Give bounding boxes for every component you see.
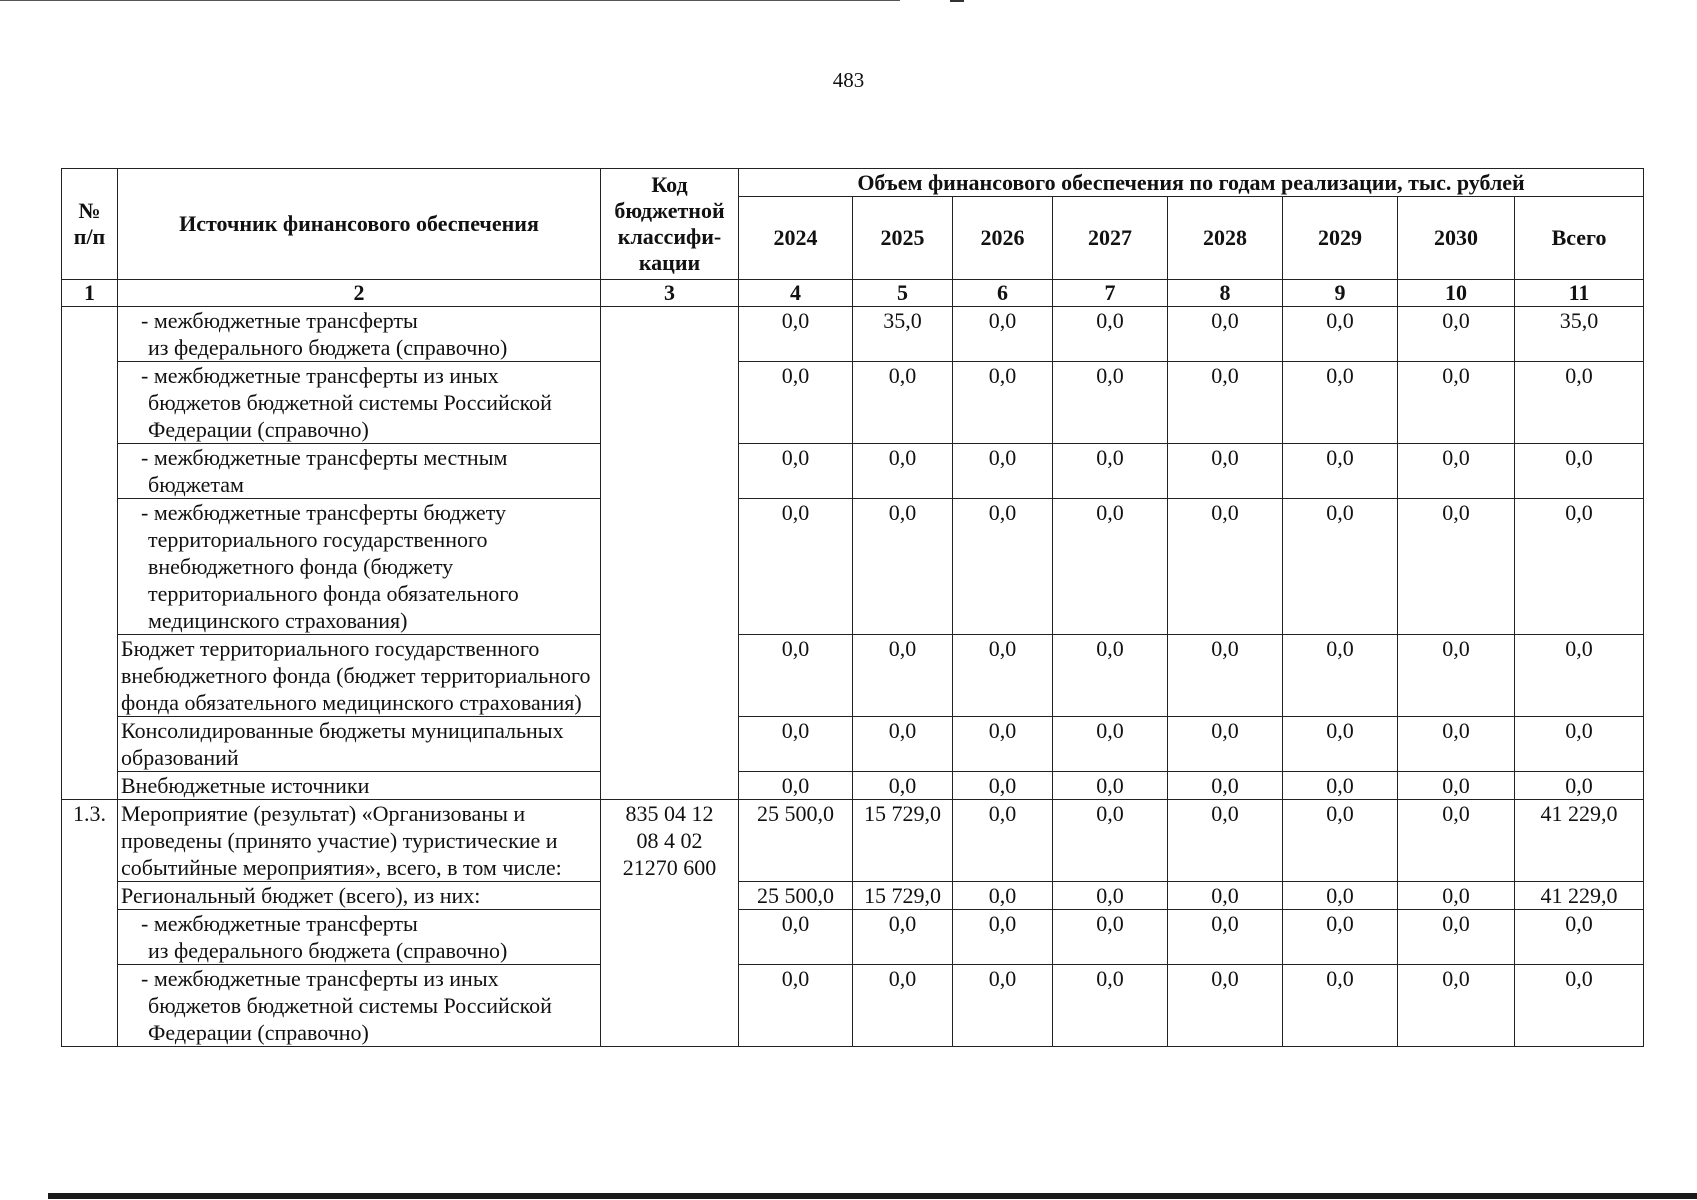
total-cell: 0,0	[1515, 717, 1644, 772]
value-cell: 0,0	[1398, 444, 1515, 499]
value-cell: 25 500,0	[739, 800, 853, 882]
header-volume: Объем финансового обеспечения по годам реализации, тыс. рублей	[739, 169, 1644, 197]
row-number	[62, 307, 118, 800]
value-cell: 0,0	[1053, 910, 1168, 965]
value-cell: 0,0	[953, 910, 1053, 965]
table-row	[62, 444, 1644, 499]
column-number-row	[62, 280, 1644, 307]
row-source: - межбюджетные трансферты местным бюджетам	[118, 444, 601, 499]
value-cell: 0,0	[1168, 965, 1283, 1047]
value-cell: 0,0	[1283, 717, 1398, 772]
value-cell: 0,0	[1168, 910, 1283, 965]
table-row	[62, 499, 1644, 635]
value-cell: 0,0	[1053, 772, 1168, 800]
total-cell: 0,0	[1515, 499, 1644, 635]
value-cell: 0,0	[953, 362, 1053, 444]
value-cell: 0,0	[739, 362, 853, 444]
value-cell: 0,0	[1053, 307, 1168, 362]
value-cell: 0,0	[1398, 362, 1515, 444]
table-row	[62, 882, 1644, 910]
value-cell: 0,0	[953, 965, 1053, 1047]
value-cell: 0,0	[1283, 499, 1398, 635]
value-cell: 0,0	[739, 635, 853, 717]
row-source: - межбюджетные трансферты бюджету территориального государственного внебюджетного фонда (бюджету территориального фонда обязательного медицинского страхования)	[118, 499, 601, 635]
value-cell: 0,0	[1053, 800, 1168, 882]
row-source: Внебюджетные источники	[118, 772, 601, 800]
value-cell: 0,0	[953, 882, 1053, 910]
value-cell: 0,0	[853, 717, 953, 772]
value-cell: 0,0	[953, 772, 1053, 800]
value-cell: 0,0	[1053, 444, 1168, 499]
value-cell: 0,0	[1053, 635, 1168, 717]
row-source: - межбюджетные трансферты из иных бюджетов бюджетной системы Российской Федерации (справочно)	[118, 362, 601, 444]
value-cell: 0,0	[1283, 307, 1398, 362]
value-cell: 0,0	[1168, 307, 1283, 362]
value-cell: 0,0	[1398, 499, 1515, 635]
scan-edge-mark	[950, 0, 964, 2]
value-cell: 0,0	[953, 717, 1053, 772]
value-cell: 0,0	[853, 965, 953, 1047]
value-cell: 0,0	[739, 910, 853, 965]
row-source: Бюджет территориального государственного внебюджетного фонда (бюджет территориального фонда обязательного медицинского страхования)	[118, 635, 601, 717]
value-cell: 0,0	[1398, 717, 1515, 772]
table-row	[62, 717, 1644, 772]
column-number: 7	[1053, 280, 1168, 307]
value-cell: 0,0	[953, 800, 1053, 882]
value-cell: 0,0	[1398, 635, 1515, 717]
value-cell: 0,0	[1283, 800, 1398, 882]
total-cell: 0,0	[1515, 965, 1644, 1047]
value-cell: 25 500,0	[739, 882, 853, 910]
value-cell: 0,0	[1168, 444, 1283, 499]
header-year: 2028	[1168, 197, 1283, 280]
header-year: 2024	[739, 197, 853, 280]
value-cell: 0,0	[1398, 965, 1515, 1047]
column-number: 10	[1398, 280, 1515, 307]
column-number: 3	[601, 280, 739, 307]
column-number: 9	[1283, 280, 1398, 307]
value-cell: 0,0	[1398, 772, 1515, 800]
financing-table	[61, 168, 1644, 1047]
value-cell: 0,0	[739, 444, 853, 499]
value-cell: 0,0	[953, 635, 1053, 717]
value-cell: 0,0	[1168, 882, 1283, 910]
value-cell: 0,0	[739, 717, 853, 772]
total-cell: 41 229,0	[1515, 882, 1644, 910]
value-cell: 0,0	[1283, 635, 1398, 717]
column-number: 5	[853, 280, 953, 307]
value-cell: 0,0	[1283, 882, 1398, 910]
page-number: 483	[832, 68, 865, 92]
value-cell: 0,0	[1283, 965, 1398, 1047]
header-year: 2026	[953, 197, 1053, 280]
value-cell: 0,0	[1283, 772, 1398, 800]
value-cell: 0,0	[1283, 910, 1398, 965]
value-cell: 0,0	[739, 307, 853, 362]
value-cell: 0,0	[853, 444, 953, 499]
value-cell: 0,0	[739, 499, 853, 635]
value-cell: 0,0	[1053, 362, 1168, 444]
row-source: - межбюджетные трансферты из федерального бюджета (справочно)	[118, 307, 601, 362]
table-row	[62, 307, 1644, 362]
value-cell: 0,0	[739, 965, 853, 1047]
table-row	[62, 910, 1644, 965]
row-source: Мероприятие (результат) «Организованы и проведены (принято участие) туристические и событийные мероприятия», всего, в том числе:	[118, 800, 601, 882]
value-cell: 0,0	[953, 499, 1053, 635]
value-cell: 0,0	[1168, 499, 1283, 635]
value-cell: 0,0	[1053, 965, 1168, 1047]
value-cell: 0,0	[853, 362, 953, 444]
header-row-1	[62, 169, 1644, 197]
value-cell: 0,0	[739, 772, 853, 800]
value-cell: 0,0	[853, 635, 953, 717]
total-cell: 0,0	[1515, 362, 1644, 444]
column-number: 4	[739, 280, 853, 307]
header-total: Всего	[1515, 197, 1644, 280]
value-cell: 15 729,0	[853, 882, 953, 910]
value-cell: 0,0	[1053, 499, 1168, 635]
column-number: 1	[62, 280, 118, 307]
value-cell: 0,0	[1168, 772, 1283, 800]
header-year: 2025	[853, 197, 953, 280]
total-cell: 35,0	[1515, 307, 1644, 362]
row-code: 835 04 12 08 4 02 21270 600	[601, 800, 739, 1047]
header-source: Источник финансового обеспечения	[118, 169, 601, 280]
table-row	[62, 362, 1644, 444]
value-cell: 0,0	[1398, 882, 1515, 910]
scan-edge-bottom	[48, 1193, 1697, 1199]
value-cell: 0,0	[953, 307, 1053, 362]
header-year: 2030	[1398, 197, 1515, 280]
total-cell: 0,0	[1515, 444, 1644, 499]
row-number: 1.3.	[62, 800, 118, 1047]
row-source: - межбюджетные трансферты из федерального бюджета (справочно)	[118, 910, 601, 965]
value-cell: 0,0	[1398, 307, 1515, 362]
value-cell: 0,0	[853, 910, 953, 965]
total-cell: 41 229,0	[1515, 800, 1644, 882]
value-cell: 0,0	[1398, 910, 1515, 965]
table-row	[62, 772, 1644, 800]
column-number: 2	[118, 280, 601, 307]
total-cell: 0,0	[1515, 635, 1644, 717]
column-number: 6	[953, 280, 1053, 307]
total-cell: 0,0	[1515, 910, 1644, 965]
header-code: Код бюджетной классифи-кации	[601, 169, 739, 280]
table-row	[62, 965, 1644, 1047]
value-cell: 0,0	[1168, 800, 1283, 882]
value-cell: 0,0	[1283, 444, 1398, 499]
value-cell: 0,0	[1168, 635, 1283, 717]
table-row	[62, 635, 1644, 717]
column-number: 11	[1515, 280, 1644, 307]
header-year: 2027	[1053, 197, 1168, 280]
value-cell: 0,0	[1168, 362, 1283, 444]
row-code	[601, 307, 739, 800]
total-cell: 0,0	[1515, 772, 1644, 800]
row-source: Региональный бюджет (всего), из них:	[118, 882, 601, 910]
row-source: Консолидированные бюджеты муниципальных образований	[118, 717, 601, 772]
value-cell: 0,0	[1398, 800, 1515, 882]
value-cell: 35,0	[853, 307, 953, 362]
row-source: - межбюджетные трансферты из иных бюджетов бюджетной системы Российской Федерации (справочно)	[118, 965, 601, 1047]
table-row	[62, 800, 1644, 882]
scan-edge-top	[0, 0, 900, 1]
header-no: № п/п	[62, 169, 118, 280]
value-cell: 0,0	[853, 499, 953, 635]
value-cell: 0,0	[1053, 882, 1168, 910]
value-cell: 0,0	[953, 444, 1053, 499]
value-cell: 0,0	[1283, 362, 1398, 444]
value-cell: 0,0	[1053, 717, 1168, 772]
value-cell: 0,0	[853, 772, 953, 800]
header-year: 2029	[1283, 197, 1398, 280]
value-cell: 15 729,0	[853, 800, 953, 882]
column-number: 8	[1168, 280, 1283, 307]
value-cell: 0,0	[1168, 717, 1283, 772]
